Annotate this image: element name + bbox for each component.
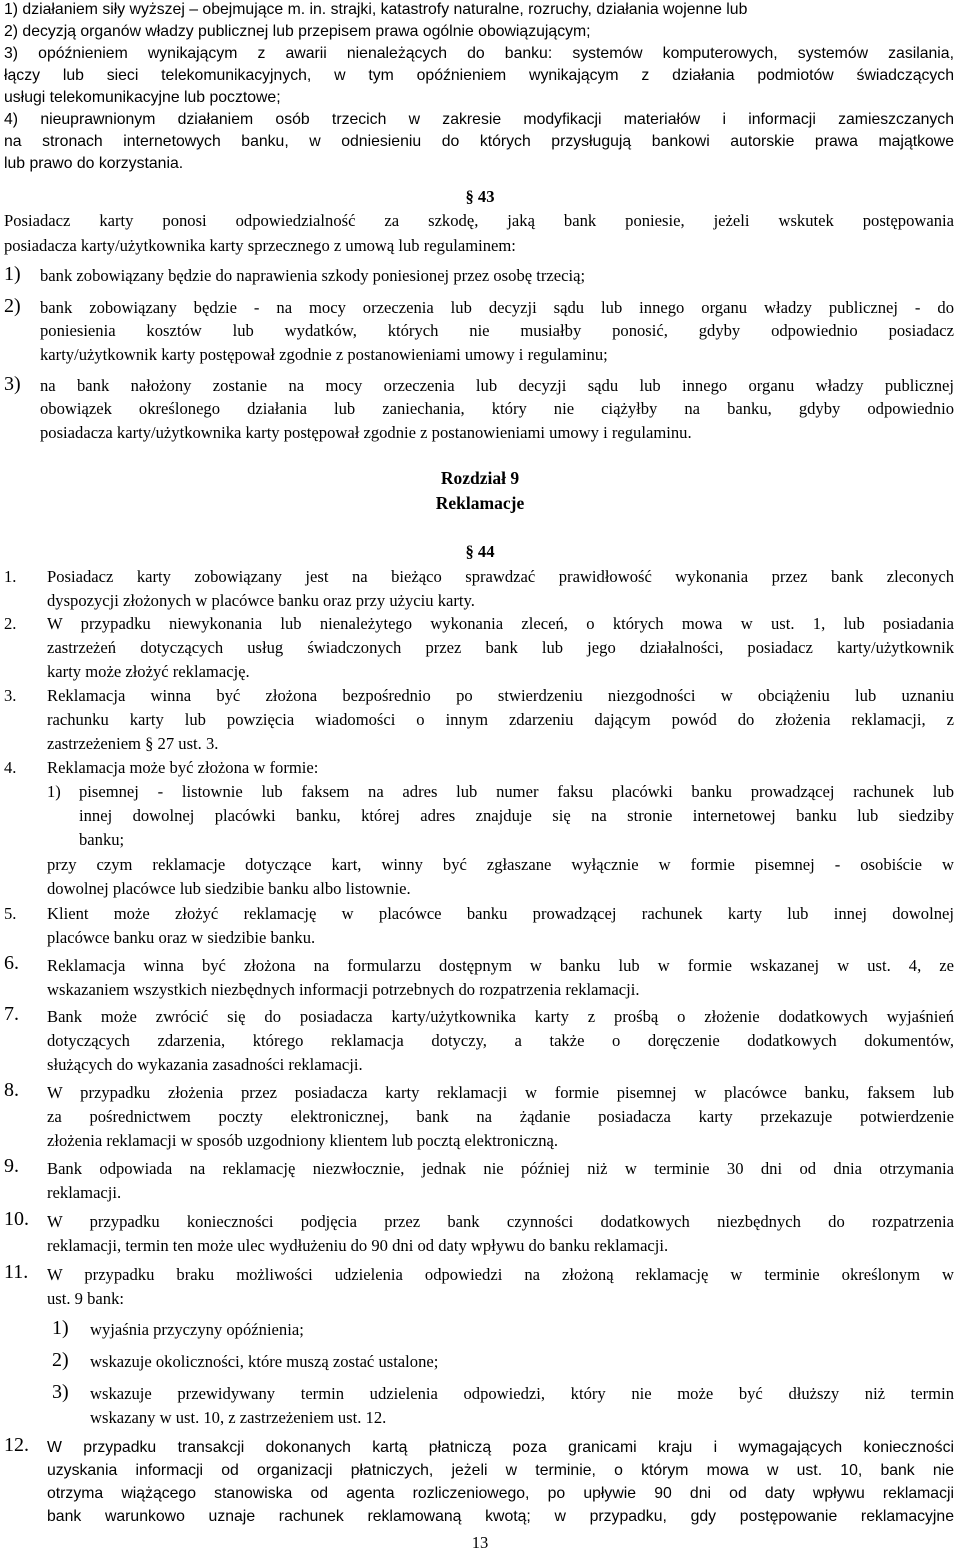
item-number: 3) bbox=[4, 373, 21, 395]
paragraph-text: bank warunkowo uznaje rachunek reklamowaną kwotą; w przypadku, gdy postępowanie reklamacyjne bbox=[47, 1508, 954, 1525]
paragraph-text: reklamacji, termin ten może ulec wydłużeniu do 90 dni od daty wpływu do banku reklamacji. bbox=[47, 1236, 669, 1255]
paragraph-text: W przypadku złożenia przez posiadacza karty reklamacji w formie pisemnej w placówce banku, faksem lub bbox=[47, 1083, 954, 1102]
paragraph-text: W przypadku niewykonania lub nienależytego wykonania zleceń, o których mowa w ust. 1, lub posiadania bbox=[47, 614, 954, 633]
paragraph-text: otrzyma wiążącego stanowiska od agenta rozliczeniowego, po upływie 90 dni od daty wpływu reklamacji bbox=[47, 1485, 954, 1502]
item-text: bank zobowiązany będzie - na mocy orzeczenia lub decyzji sądu lub innego organu władzy publicznej - do bbox=[40, 298, 954, 317]
paragraph-number: 6. bbox=[4, 952, 19, 974]
paragraph-text: dotyczących zdarzenia, którego reklamacja dotyczy, a także o doręczenie dodatkowych dokumentów, bbox=[47, 1031, 954, 1050]
paragraph-text: rachunku karty lub powzięcia wiadomości o innym zdarzeniu dającym powód do złożenia reklamacji, z bbox=[47, 710, 954, 729]
paragraph-number: 10. bbox=[4, 1208, 29, 1230]
paragraph-text: uzyskania informacji od organizacji płatniczych, jeżeli w terminie, o którym mowa w ust. 10, bank nie bbox=[47, 1462, 954, 1479]
sub-item-number: 3) bbox=[52, 1381, 69, 1403]
paragraph-text: Posiadacz karty zobowiązany jest na bieżąco sprawdzać prawidłowość wykonania przez bank zleconych bbox=[47, 567, 954, 586]
sub-item-text: wskazuje przewidywany termin udzielenia odpowiedzi, który nie może być dłuższy niż termin bbox=[90, 1384, 954, 1403]
item-number: 1) bbox=[4, 263, 21, 285]
paragraph-text: za pośrednictwem poczty elektronicznej, bank na żądanie posiadacza karty przekazuje potwierdzenie bbox=[47, 1107, 954, 1126]
sub-item-text: wskazuje okoliczności, które muszą zostać ustalone; bbox=[90, 1352, 439, 1371]
sub-item-text: pisemnej - listownie lub faksem na adres lub numer faksu placówki banku prowadzącej rachunek lub bbox=[79, 782, 954, 801]
list-item-3-cont: łączy lub sieci telekomunikacyjnych, w tym opóźnieniem wynikającym z działania podmiotów świadczących bbox=[4, 67, 954, 84]
paragraph-number: 3. bbox=[4, 686, 17, 705]
sub-item-number: 2) bbox=[52, 1349, 69, 1371]
paragraph-number: 8. bbox=[4, 1079, 19, 1101]
list-item-3-cont: usługi telekomunikacyjne lub pocztowe; bbox=[4, 89, 281, 106]
paragraph-text: dyspozycji złożonych w placówce banku oraz przy użyciu karty. bbox=[47, 591, 475, 610]
chapter-title: Rozdział 9 bbox=[440, 468, 520, 488]
list-item-4-cont: lub prawo do korzystania. bbox=[4, 155, 184, 172]
sub-item-text: wskazany w ust. 10, z zastrzeżeniem ust. 12. bbox=[90, 1408, 387, 1427]
list-item-2: 2) decyzją organów władzy publicznej lub przepisem prawa ogólnie obowiązującym; bbox=[4, 23, 591, 40]
paragraph-text: ust. 9 bank: bbox=[47, 1289, 124, 1308]
sub-item-number: 1) bbox=[52, 1317, 69, 1339]
paragraph-number: 4. bbox=[4, 758, 17, 777]
sub-item-text: banku; bbox=[79, 830, 125, 849]
section-heading-43: § 43 bbox=[465, 187, 495, 206]
paragraph-text: placówce banku oraz w siedzibie banku. bbox=[47, 928, 316, 947]
item-text: karty/użytkownik karty postępował zgodnie z postanowieniami umowy i regulaminu; bbox=[40, 345, 608, 364]
sub-item-number: 1) bbox=[47, 782, 61, 801]
paragraph-text: Reklamacja winna być złożona na formularzu dostępnym w banku lub w formie wskazanej w ust. 4, ze bbox=[47, 956, 954, 975]
paragraph-number: 2. bbox=[4, 614, 17, 633]
paragraph-text: wskazaniem wszystkich niezbędnych informacji potrzebnych do rozpatrzenia reklamacji. bbox=[47, 980, 640, 999]
sub-item-text: wyjaśnia przyczyny opóźnienia; bbox=[90, 1320, 304, 1339]
paragraph-text: Klient może złożyć reklamację w placówce banku prowadzącej rachunek karty lub innej dowolnej bbox=[47, 904, 954, 923]
paragraph-number: 1. bbox=[4, 567, 17, 586]
list-item-4: 4) nieuprawnionym działaniem osób trzecich w zakresie modyfikacji materiałów i informacji zamieszczanych bbox=[4, 111, 954, 128]
paragraph-text: przy czym reklamacje dotyczące kart, winny być zgłaszane wyłącznie w formie pisemnej - osobiście w bbox=[47, 855, 954, 874]
paragraph-number: 5. bbox=[4, 904, 17, 923]
paragraph-text: W przypadku konieczności podjęcia przez bank czynności dodatkowych niezbędnych do rozpatrzenia bbox=[47, 1212, 954, 1231]
item-text: na bank nałożony zostanie na mocy orzeczenia lub decyzji sądu lub innego organu władzy publicznej bbox=[40, 376, 954, 395]
item-text: posiadacza karty/użytkownika karty postępował zgodnie z postanowieniami umowy i regulaminu. bbox=[40, 423, 692, 442]
paragraph-text: dowolnej placówce lub siedzibie banku albo listownie. bbox=[47, 879, 411, 898]
list-item-4-cont: na stronach internetowych banku, w odniesieniu do których przysługują bankowi autorskie prawa majątkowe bbox=[4, 133, 954, 150]
paragraph-text: Bank odpowiada na reklamację niezwłocznie, jednak nie później niż w terminie 30 dni od dnia otrzymania bbox=[47, 1159, 954, 1178]
item-text: obowiązek określonego działania lub zaniechania, który nie ciążyłby na banku, gdyby odpowiednio bbox=[40, 399, 954, 418]
sub-item-text: innej dowolnej placówki banku, której adres znajduje się na stronie internetowej banku lub siedziby bbox=[79, 806, 954, 825]
paragraph-text: W przypadku transakcji dokonanych kartą płatniczą poza granicami kraju i wymagających konieczności bbox=[47, 1439, 954, 1456]
paragraph-text: służących do wykazania zasadności reklamacji. bbox=[47, 1055, 363, 1074]
paragraph-text: zastrzeżeniem § 27 ust. 3. bbox=[47, 734, 219, 753]
paragraph-text: Bank może zwrócić się do posiadacza karty/użytkownika karty z prośbą o złożenie dodatkowych wyjaśnień bbox=[47, 1007, 954, 1026]
paragraph-number: 7. bbox=[4, 1003, 19, 1025]
chapter-subtitle: Reklamacje bbox=[435, 493, 525, 513]
paragraph-text: reklamacji. bbox=[47, 1183, 122, 1202]
list-item-1: 1) działaniem siły wyższej – obejmujące m. in. strajki, katastrofy naturalne, rozruchy, działania wojenne lub bbox=[4, 1, 748, 18]
paragraph-text: W przypadku braku możliwości udzielenia odpowiedzi na złożoną reklamację w terminie określonym w bbox=[47, 1265, 954, 1284]
section-43-intro: posiadacza karty/użytkownika karty sprzecznego z umową lub regulaminem: bbox=[4, 236, 516, 255]
list-item-3: 3) opóźnieniem wynikającym z awarii nienależących do banku: systemów komputerowych, systemów zasilania, bbox=[4, 45, 954, 62]
paragraph-text: karty może złożyć reklamację. bbox=[47, 662, 250, 681]
paragraph-number: 11. bbox=[4, 1261, 29, 1283]
section-heading-44: § 44 bbox=[465, 542, 495, 561]
item-text: poniesienia kosztów lub wydatków, których nie musiałby ponosić, gdyby odpowiednio posiadacz bbox=[40, 321, 954, 340]
paragraph-text: zastrzeżeń dotyczących usług świadczonych przez bank lub jego działalności, posiadacz karty/użytkownik bbox=[47, 638, 954, 657]
paragraph-text: złożenia reklamacji w sposób uzgodniony klientem lub pocztą elektroniczną. bbox=[47, 1131, 559, 1150]
item-number: 2) bbox=[4, 295, 21, 317]
item-text: bank zobowiązany będzie do naprawienia szkody poniesionej przez osobę trzecią; bbox=[40, 266, 586, 285]
paragraph-number: 12. bbox=[4, 1434, 29, 1456]
paragraph-number: 9. bbox=[4, 1155, 19, 1177]
paragraph-text: Reklamacja winna być złożona bezpośrednio po stwierdzeniu niezgodności w obciążeniu lub uznaniu bbox=[47, 686, 954, 705]
page-number: 13 bbox=[471, 1533, 489, 1552]
paragraph-text: Reklamacja może być złożona w formie: bbox=[47, 758, 319, 777]
section-43-intro: Posiadacz karty ponosi odpowiedzialność za szkodę, jaką bank poniesie, jeżeli wskutek postępowania bbox=[4, 211, 954, 230]
